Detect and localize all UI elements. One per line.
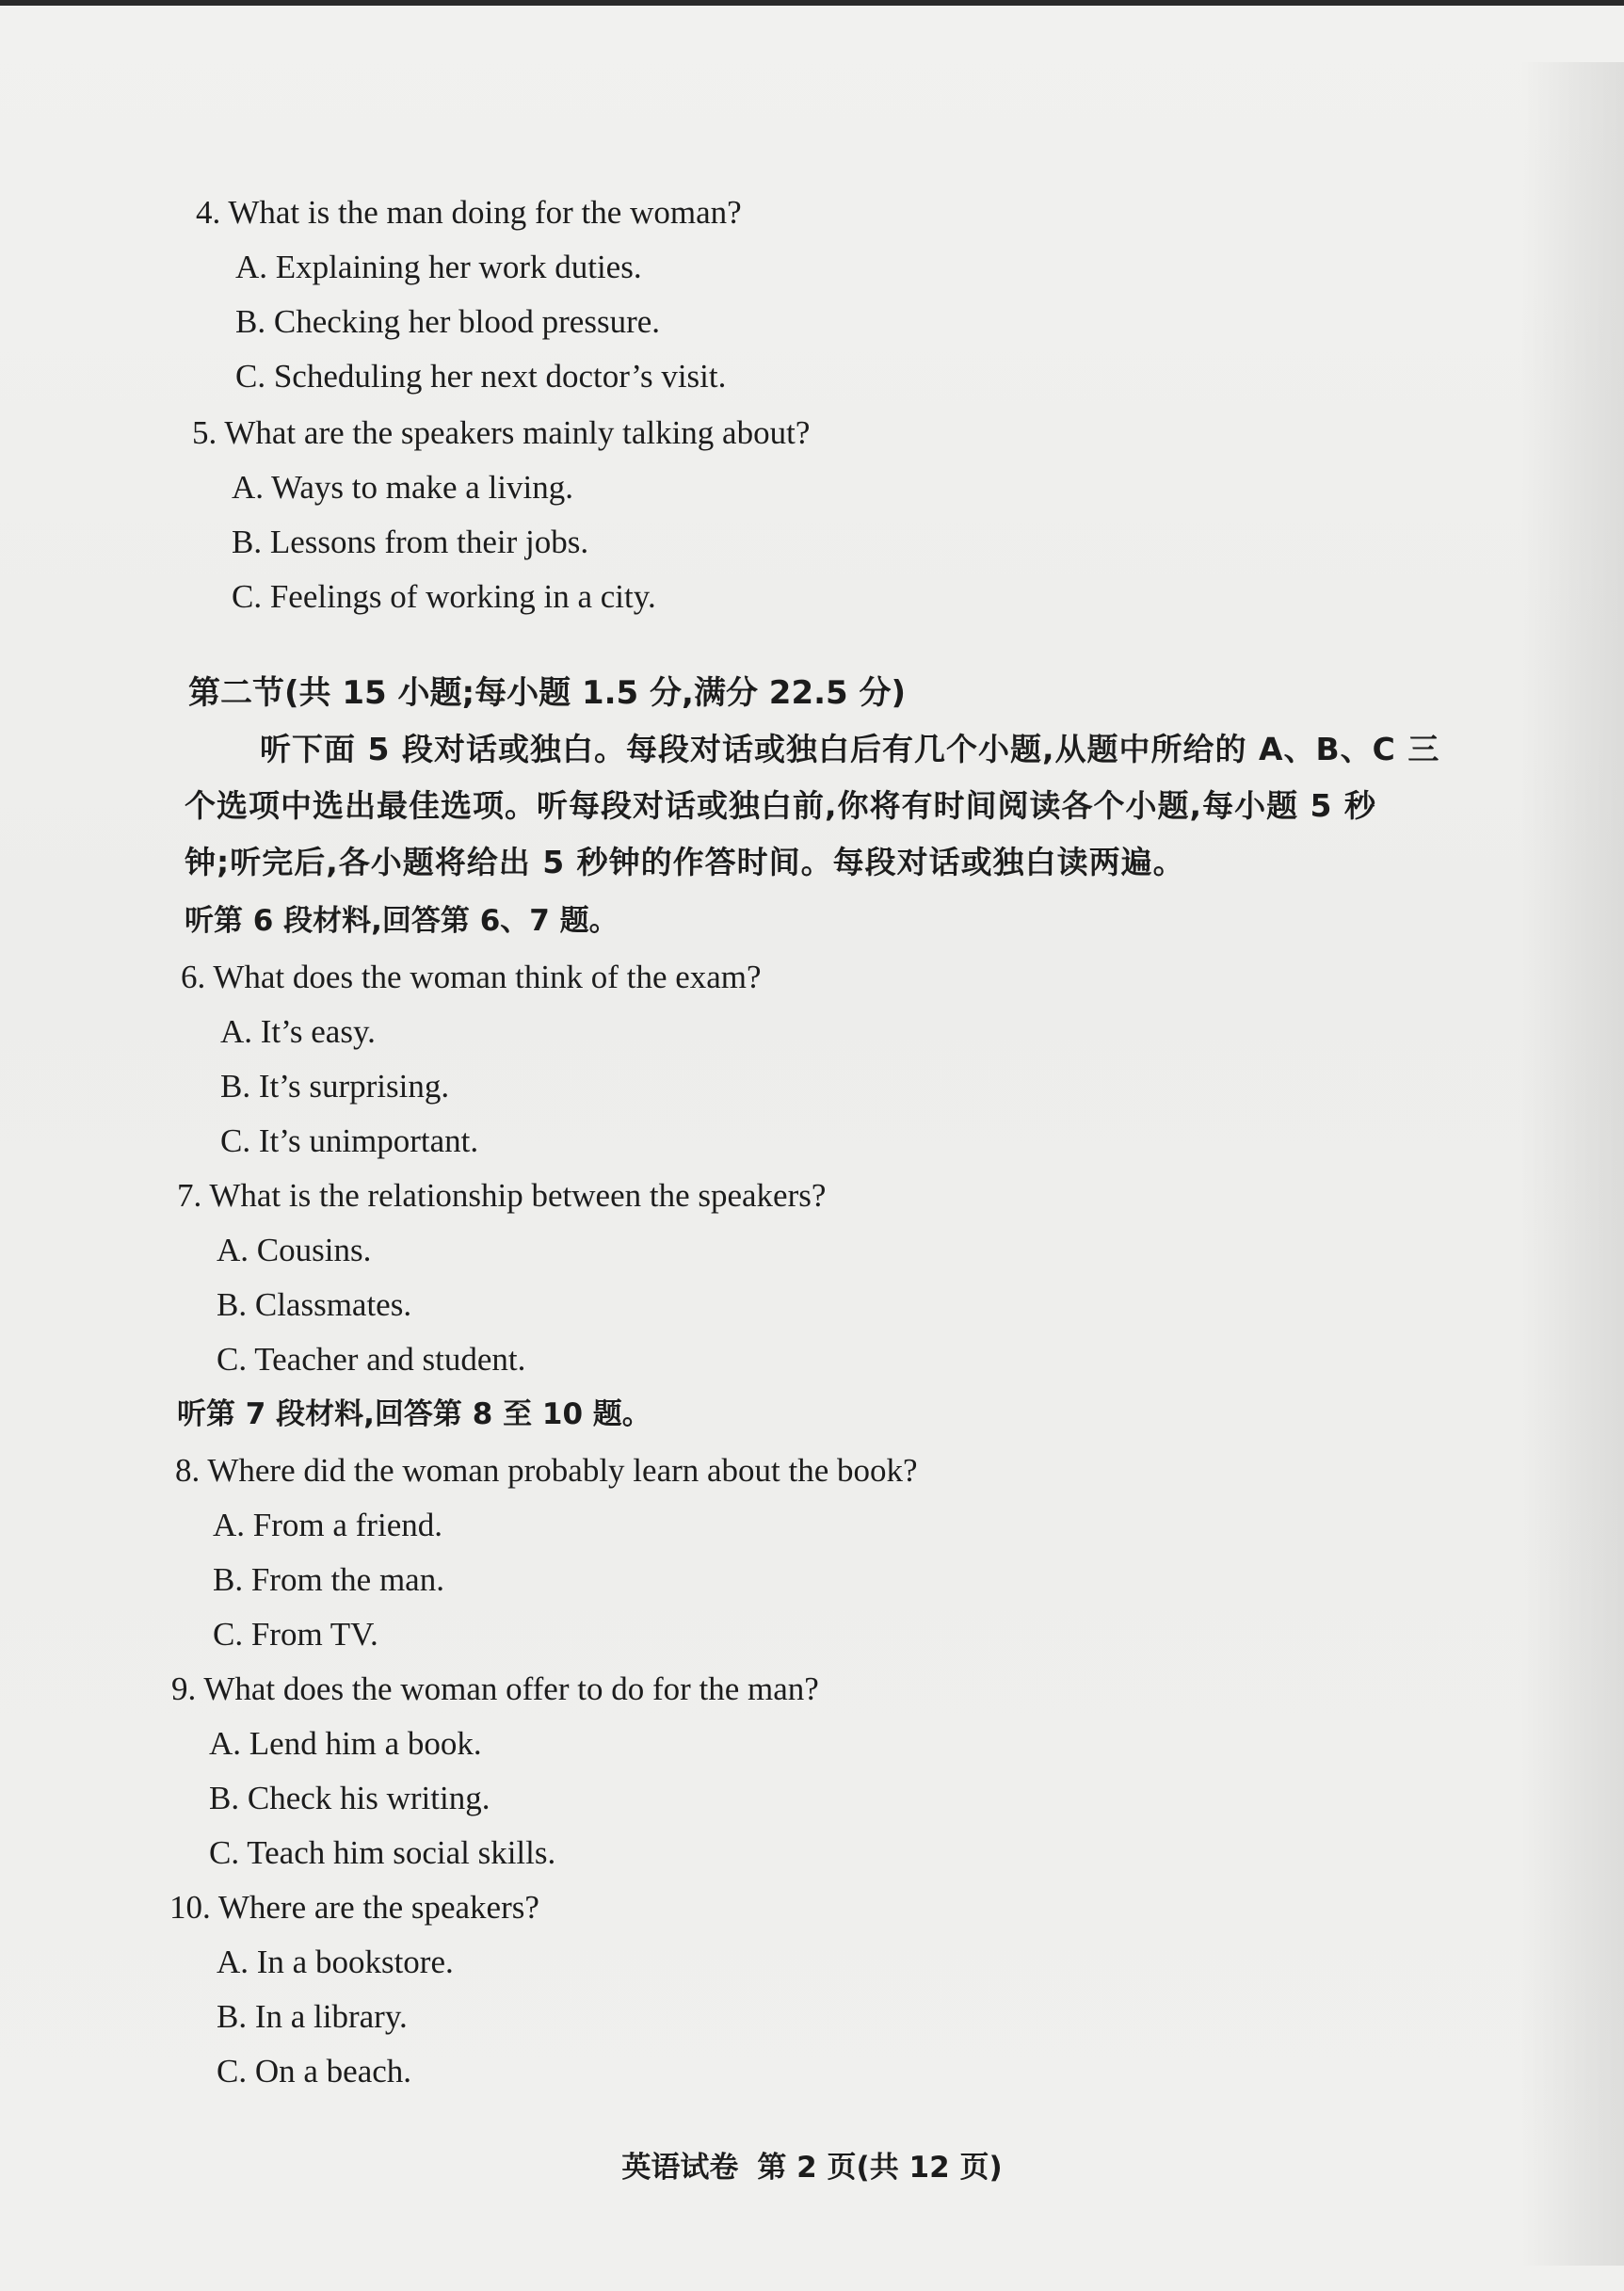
question-10: 10. Where are the speakers?	[169, 1889, 539, 1926]
section-2-instructions-line-3: 钟;听完后,各小题将给出 5 秒钟的作答时间。每段对话或独白读两遍。	[185, 844, 1185, 880]
question-7-option-b: B. Classmates.	[217, 1286, 412, 1323]
question-4-option-b: B. Checking her blood pressure.	[235, 303, 661, 340]
question-5-option-c: C. Feelings of working in a city.	[232, 578, 656, 615]
question-5-option-b: B. Lessons from their jobs.	[232, 524, 589, 560]
question-block	[0, 6, 1624, 2291]
section-2-instructions-line-1: 听下面 5 段对话或独白。每段对话或独白后有几个小题,从题中所给的 A、B、C 三	[260, 731, 1440, 767]
question-7-option-c: C. Teacher and student.	[217, 1341, 526, 1378]
page-footer	[0, 2143, 1624, 2186]
question-9-option-b: B. Check his writing.	[209, 1780, 490, 1816]
footer-page-number: 第 2 页(共 12 页)	[757, 2151, 1003, 2185]
question-8-option-c: C. From TV.	[213, 1616, 378, 1653]
question-6-option-c: C. It’s unimportant.	[220, 1122, 479, 1159]
section-2-title: 第二节(共 15 小题;每小题 1.5 分,满分 22.5 分)	[188, 674, 907, 712]
question-7-option-a: A. Cousins.	[217, 1232, 372, 1268]
section-2-instructions-line-2: 个选项中选出最佳选项。听每段对话或独白前,你将有时间阅读各个小题,每小题 5 秒	[185, 787, 1377, 824]
question-6: 6. What does the woman think of the exam?	[181, 959, 762, 995]
footer-subject: 英语试卷	[621, 2151, 739, 2185]
question-9: 9. What does the woman offer to do for the man?	[171, 1670, 819, 1707]
question-9-option-a: A. Lend him a book.	[209, 1725, 482, 1762]
question-4-option-c: C. Scheduling her next doctor’s visit.	[235, 358, 727, 395]
question-7: 7. What is the relationship between the speakers?	[177, 1177, 827, 1214]
question-6-option-a: A. It’s easy.	[220, 1013, 376, 1050]
question-8: 8. Where did the woman probably learn about the book?	[175, 1452, 918, 1489]
question-10-option-b: B. In a library.	[217, 1998, 408, 2035]
question-5-option-a: A. Ways to make a living.	[232, 469, 574, 506]
question-6-option-b: B. It’s surprising.	[220, 1068, 450, 1105]
material-7-heading: 听第 7 段材料,回答第 8 至 10 题。	[177, 1397, 651, 1431]
exam-page	[0, 6, 1624, 2291]
question-5: 5. What are the speakers mainly talking about?	[192, 414, 811, 451]
question-8-option-b: B. From the man.	[213, 1561, 444, 1598]
material-6-heading: 听第 6 段材料,回答第 6、7 题。	[185, 904, 619, 938]
question-10-option-c: C. On a beach.	[217, 2053, 412, 2089]
question-9-option-c: C. Teach him social skills.	[209, 1834, 556, 1871]
question-8-option-a: A. From a friend.	[213, 1507, 442, 1543]
question-4: 4. What is the man doing for the woman?	[196, 194, 742, 231]
question-10-option-a: A. In a bookstore.	[217, 1944, 454, 1980]
question-4-option-a: A. Explaining her work duties.	[235, 249, 642, 285]
